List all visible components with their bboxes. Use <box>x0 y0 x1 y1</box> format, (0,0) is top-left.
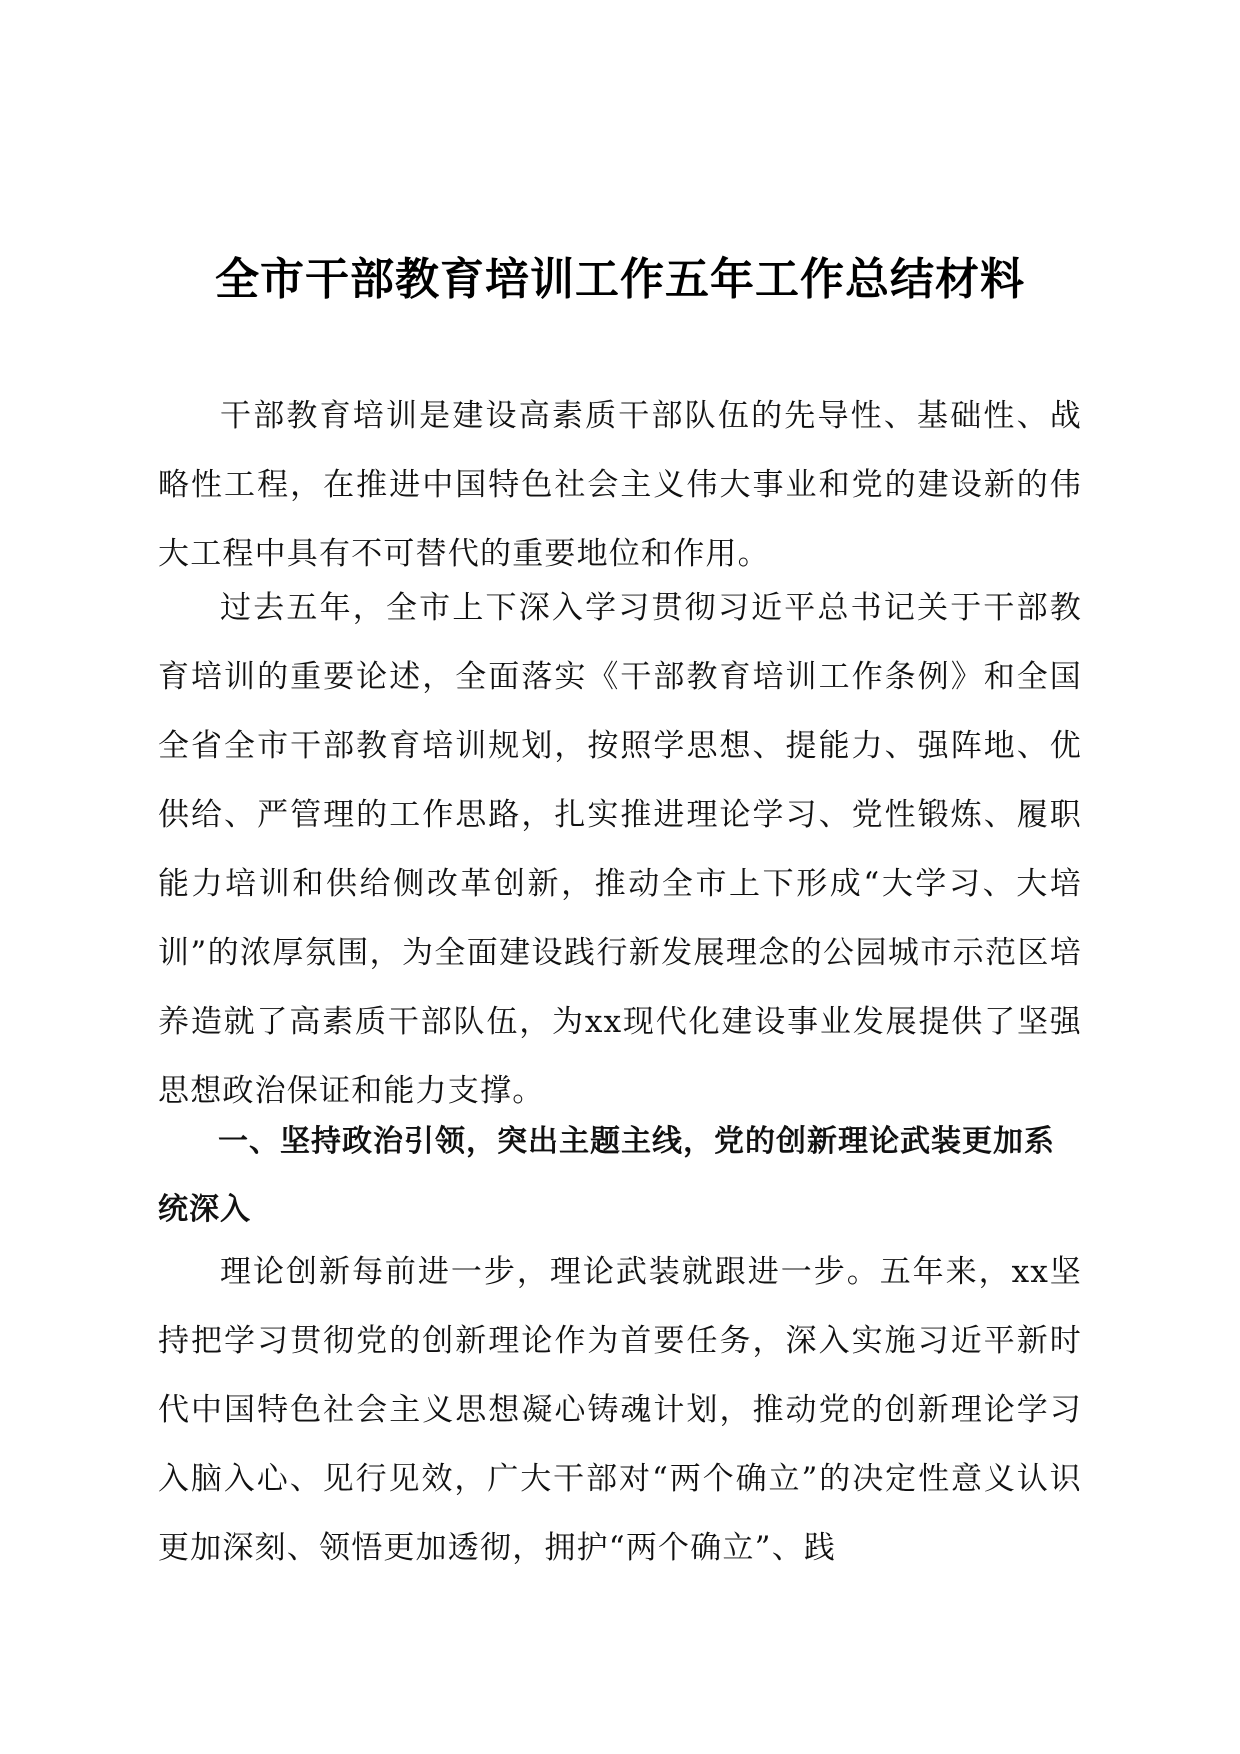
intro-paragraph: 干部教育培训是建设高素质干部队伍的先导性、基础性、战略性工程，在推进中国特色社会主义伟大事业和党的建设新的伟大工程中具有不可替代的重要地位和作用。 <box>158 398 1082 572</box>
document-title: 全市干部教育培训工作五年工作总结材料 <box>215 254 1025 305</box>
section-1-paragraph: 理论创新每前进一步，理论武装就跟进一步。五年来，xx坚持把学习贯彻党的创新理论作为首要任务，深入实施习近平新时代中国特色社会主义思想凝心铸魂计划，推动党的创新理论学习入脑入心、见行见效，广大干部对“两个确立”的决定性意义认识更加深刻、领悟更加透彻，拥护“两个确立”、践 <box>158 1254 1082 1566</box>
review-paragraph: 过去五年，全市上下深入学习贯彻习近平总书记关于干部教育培训的重要论述，全面落实《干部教育培训工作条例》和全国全省全市干部教育培训规划，按照学思想、提能力、强阵地、优供给、严管理的工作思路，扎实推进理论学习、党性锻炼、履职能力培训和供给侧改革创新，推动全市上下形成“大学习、大培训”的浓厚氛围，为全面建设践行新发展理念的公园城市示范区培养造就了高素质干部队伍，为xx现代化建设事业发展提供了坚强思想政治保证和能力支撑。 <box>158 590 1082 1109</box>
section-heading-1: 一、坚持政治引领，突出主题主线，党的创新理论武装更加系统深入 <box>158 1124 1055 1227</box>
